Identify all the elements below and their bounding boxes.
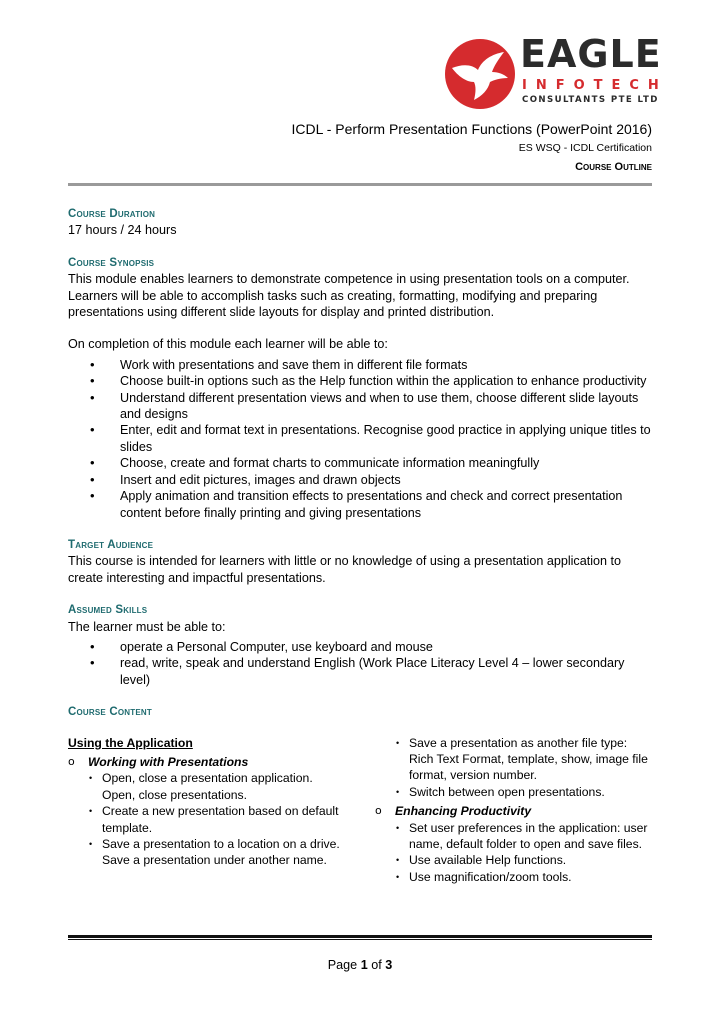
course-outline-label: Course Outline xyxy=(575,161,652,173)
list-item: • Understand different presentation views and when to use them, choose different slide layouts and designs xyxy=(120,390,652,423)
topic-label: Enhancing Productivity xyxy=(395,804,532,819)
page-of: of xyxy=(367,958,386,972)
document-subtitle: ES WSQ - ICDL Certification xyxy=(518,142,652,154)
topic-heading xyxy=(68,754,345,770)
audience-heading: Target Audience xyxy=(68,538,154,551)
list-item: • Save a presentation to a location on a drive. Save a presentation under another name. xyxy=(102,836,345,869)
content-left-column xyxy=(68,735,345,886)
duration-heading: Course Duration xyxy=(68,208,156,220)
list-item: • Enter, edit and format text in presentations. Recognise good practice in applying unique titles to slides xyxy=(120,422,652,455)
list-item: • operate a Personal Computer, use keyboard and mouse xyxy=(120,639,652,655)
page-current: 1 xyxy=(360,958,368,972)
skills-bullets xyxy=(68,639,652,688)
company-logo xyxy=(444,32,668,110)
list-item: • Open, close a presentation application. Open, close presentations. xyxy=(102,770,345,803)
synopsis-heading: Course Synopsis xyxy=(68,256,155,269)
document-title: ICDL - Perform Presentation Functions (PowerPoint 2016) xyxy=(291,121,652,137)
list-item: • Switch between open presentations. xyxy=(409,784,652,800)
header-divider xyxy=(68,183,652,186)
brand-line-2: INFOTECH xyxy=(522,78,668,93)
list-item: • Insert and edit pictures, images and drawn objects xyxy=(120,472,652,488)
audience-text: This course is intended for learners with little or no knowledge of using a presentation application to create interesting and impactful presentations. xyxy=(68,554,622,585)
footer-divider xyxy=(68,935,652,938)
topic-heading xyxy=(375,803,652,819)
topic-items xyxy=(375,820,652,886)
list-item: • Use magnification/zoom tools. xyxy=(409,869,652,885)
list-item: • read, write, speak and understand English (Work Place Literacy Level 4 – lower secondary level) xyxy=(120,655,652,688)
list-item: • Save a presentation as another file type: Rich Text Format, template, show, image file format, version number. xyxy=(409,735,652,784)
course-content-columns xyxy=(68,735,652,886)
duration-text: 17 hours / 24 hours xyxy=(68,223,177,238)
list-item: • Create a new presentation based on default template. xyxy=(102,803,345,836)
skills-heading: Assumed Skills xyxy=(68,604,148,617)
topic-items xyxy=(375,735,652,801)
brand-line-3: CONSULTANTS PTE LTD xyxy=(522,95,659,105)
content-right-column xyxy=(375,735,652,886)
brand-name: EAGLE xyxy=(520,32,662,76)
footer-divider-thin xyxy=(68,939,652,940)
topic-label: Working with Presentations xyxy=(88,754,249,769)
page-total: 3 xyxy=(385,958,393,972)
list-item: • Work with presentations and save them in different file formats xyxy=(120,357,652,373)
skills-intro: The learner must be able to: xyxy=(68,619,226,634)
page-prefix: Page xyxy=(327,958,361,972)
document-body xyxy=(68,200,652,885)
list-item: • Choose, create and format charts to communicate information meaningfully xyxy=(120,455,652,471)
synopsis-text: This module enables learners to demonstrate competence in using presentation tools on a computer. Learners will be able to accomplish tasks such as creating, formatting, modifying and preparing presentations using different slide layouts for display and printed distribution. xyxy=(68,272,630,320)
synopsis-bullets xyxy=(68,357,652,521)
list-item: • Set user preferences in the application: user name, default folder to open and save files. xyxy=(409,820,652,853)
page-number xyxy=(0,958,720,972)
content-module-title: Using the Application xyxy=(68,735,193,750)
list-item: • Use available Help functions. xyxy=(409,852,652,868)
synopsis-intro: On completion of this module each learner will be able to: xyxy=(68,337,388,352)
list-item: • Choose built-in options such as the Help function within the application to enhance productivity xyxy=(120,373,652,389)
list-item: • Apply animation and transition effects to presentations and check and correct presentation content before finally printing and giving presentations xyxy=(120,488,652,521)
content-heading: Course Content xyxy=(68,706,152,719)
hollow-bullet-icon: o xyxy=(375,804,382,818)
topic-items xyxy=(68,770,345,868)
hollow-bullet-icon: o xyxy=(68,754,75,768)
